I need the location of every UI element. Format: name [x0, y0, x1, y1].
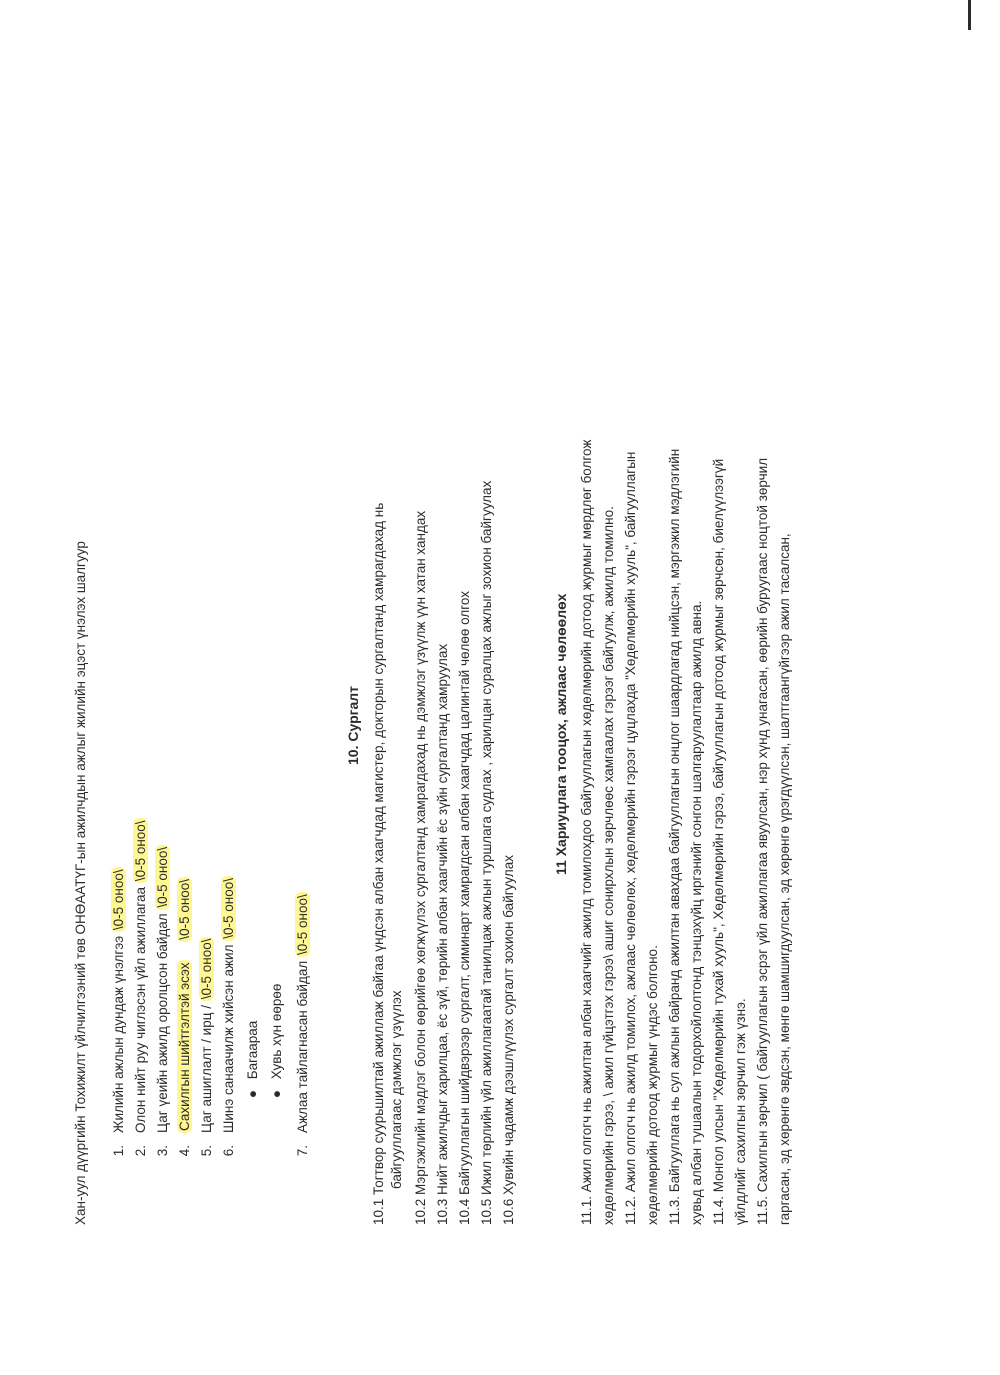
section-11-line-8: үйлдлийг сахилгын зөрчил гэж үзнэ. [733, 998, 748, 1225]
bullet-text: Хувь хүн өөрөө [269, 983, 284, 1080]
criteria-item-7 [292, 892, 314, 1225]
section-10-line-5: 10.5 Ижил төрлийн үйл ажиллагаатай танилцаж ажлын туршлага судлах , харилцан суралцах ажлыг зохион байгуулах [479, 480, 494, 1225]
bullet-dot-icon: ● [269, 1089, 284, 1099]
criteria-number: 3. [155, 1145, 170, 1157]
section-11-line-9: 11.5. Сахилгын зөрчил ( байгууллагын эсрэг үйл ажиллагаа явуулсан, нэр хүнд унагасан, өөрийн буруугаас ноцтой зөрчил [755, 457, 770, 1225]
criteria-number: 6. [221, 1145, 236, 1157]
section-10-line-2: 10.2 Мэргэжлийн мэдлэг болон өөрийгөө хөгжүүлэх сургалтанд хамрагдахад нь дэмжлэг үзүүлж үүн хатан хандах [413, 510, 428, 1225]
section-11-line-7: 11.4. Монгол улсын "Хөдөлмөрийн тухай хууль", Хөдөлмөрийн гэрээ, байгууллагын дотоод журмыг зөрчсөн, биелүүлээгүй [711, 458, 726, 1225]
criteria-item-5 [196, 937, 218, 1225]
criteria-item-4 [174, 877, 196, 1225]
section-10-heading: 10. Сургалт [345, 686, 361, 765]
criteria-text: Олон нийт руу чиглэсэн үйл ажиллагаа [133, 886, 148, 1133]
criteria-score: \0-5 оноо\ [221, 878, 236, 939]
section-10-line-1-cont: байгууллагаас дэмжлэг үзүүлэх [389, 990, 404, 1189]
criteria-item-2 [130, 818, 152, 1225]
section-10-line-6: 10.6 Хувийн чадамж дээшлүүлэх сургалт зохион байгуулах [501, 855, 516, 1225]
section-11-line-3: 11.2. Ажил олгогч нь ажилд томилох, ажлаас чөлөөлөх, хөдөлмөрийн гэрээг цуцлахда "Хөдөлмөрийн хууль", байгууллагын [623, 451, 638, 1225]
section-11-line-5: 11.3. Байгууллага нь сул ажлын байранд ажилтан авахдаа байгууллагын онцлог шаардлагад нийцсэн, мэргэжил мэдлэгийн [667, 448, 682, 1225]
section-11-heading: 11 Хариуцлага тооцох, ажлаас чөлөөлөх [553, 593, 569, 875]
criteria-score: \0-5 оноо\ [199, 938, 214, 1000]
section-10-line-3: 10.3 Нийт ажилчдыг харилцаа, ёс зүй, төрийн албан хаагчийн ёс зүйн сургалтанд хамруулах [435, 643, 450, 1225]
criteria-score: \0-5 оноо\ [295, 894, 310, 955]
section-10-line-1: 10.1 Тогтвор суурьшилтай ажиллаж байгаа үндсэн албан хаагчдад магистер, докторын сургалтанд хамрагдахад нь [371, 502, 386, 1225]
section-11-line-1: 11.1. Ажил олгогч нь ажилтан албан хаагчийг ажилд томилохдоо байгууллагын хөдөлмөрийн дотоод журмыг мөрдлөг болгож [579, 439, 594, 1225]
bullet-dot-icon: ● [245, 1089, 260, 1099]
section-11-line-2: хөдөлмөрийн гэрээ, \ ажил гүйцэтгэх гэрээ\ ашиг сонирхлын зөрчлөөс хамгаалах гэрээг байгуулж, ажилд томилно. [601, 506, 616, 1225]
criteria-number: 7. [295, 1145, 310, 1157]
criteria-item-1 [108, 867, 130, 1225]
criteria-text: Шинэ санаачилж хийсэн ажил [221, 944, 236, 1133]
section-11-line-10: гаргасан, эд хөрөнгө эвдсэн, мөнгө шамшигдуулсан, эд хөрөнгө үрэгдүүлсэн, шалтгаангүйгээр ажил тасалсан, [777, 533, 792, 1225]
criteria-item-3 [152, 845, 174, 1225]
criteria-score: \0-5 оноо\ [111, 869, 126, 931]
document-title: Хан-уул дүүргийн Тохижилт үйлчилгээний төв ОНӨААТҮГ-ын ажилчдын ажлыг жилийн эцэст үнэлэх шалгуур [73, 541, 88, 1225]
criteria-score: \0-5 оноо\ [155, 846, 170, 908]
section-11-line-6: хувьд албан тушаалын тодорхойлолтонд тэнцэхүйц иргэнийг сонгон шалгаруулалтаар ажилд авна. [689, 600, 704, 1225]
criteria-text: Жилийн ажлын дундаж үнэлгээ [111, 935, 126, 1133]
section-11-line-4: хөдөлмөрийн дотоод журмыг үндэс болгоно. [645, 945, 660, 1225]
criteria-number: 5. [199, 1145, 214, 1157]
rotated-document-page [70, 175, 810, 1225]
scan-edge-mark [968, 0, 971, 30]
criteria-score: \0-5 оноо\ [133, 820, 148, 882]
criteria-text: Сахилгын шийтгэлтэй эсэх [177, 962, 192, 1131]
bullet-item-individual [266, 984, 288, 1225]
criteria-text: Ажлаа тайлагнасан байдал [295, 960, 310, 1133]
bullet-text: Багаараа [245, 1020, 260, 1080]
criteria-number: 1. [111, 1145, 126, 1157]
criteria-text: Цаг ашиглалт / ирц / [199, 1005, 214, 1133]
criteria-text: Цаг үеийн ажилд оролцсон байдал [155, 913, 170, 1133]
bullet-item-team [242, 1021, 264, 1225]
criteria-item-6 [218, 876, 240, 1225]
section-10-line-4: 10.4 Байгууллагын шийдвэрээр сургалт, симинарт хамрагдсан албан хаагчдад цалинтай чөлөө олгох [457, 591, 472, 1225]
criteria-number: 4. [177, 1145, 192, 1157]
criteria-number: 2. [133, 1145, 148, 1157]
criteria-score: \0-5 оноо\ [177, 878, 192, 940]
